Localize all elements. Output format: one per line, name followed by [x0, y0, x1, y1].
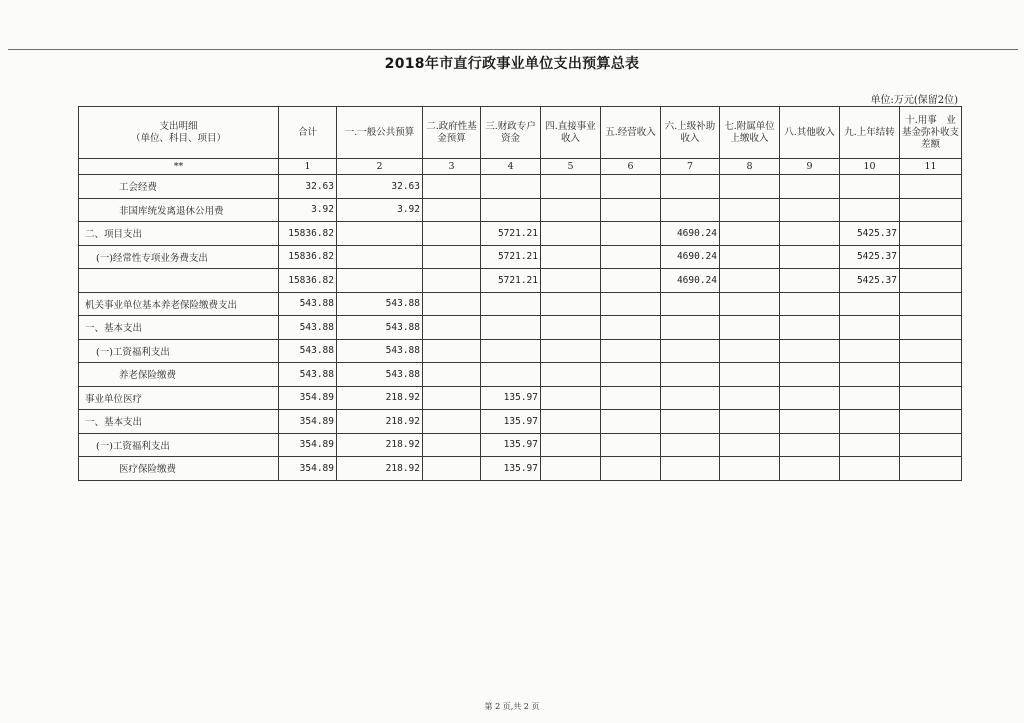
table-cell — [840, 292, 900, 316]
table-cell — [900, 339, 962, 363]
table-cell — [661, 363, 720, 387]
table-cell: 15836.82 — [279, 269, 337, 293]
row-label — [79, 269, 279, 293]
column-header: 九.上年结转 — [840, 107, 900, 159]
table-cell: 15836.82 — [279, 245, 337, 269]
table-cell: 543.88 — [279, 363, 337, 387]
table-cell — [720, 198, 780, 222]
table-cell — [661, 433, 720, 457]
table-cell: 5425.37 — [840, 269, 900, 293]
table-row — [79, 316, 962, 340]
table-cell: 354.89 — [279, 433, 337, 457]
table-cell — [780, 316, 840, 340]
table-cell — [601, 245, 661, 269]
table-cell — [661, 339, 720, 363]
table-cell: 543.88 — [279, 316, 337, 340]
table-cell — [900, 269, 962, 293]
table-cell — [423, 339, 481, 363]
table-cell — [720, 292, 780, 316]
table-row — [79, 386, 962, 410]
table-row — [79, 245, 962, 269]
table-cell: 543.88 — [337, 339, 423, 363]
column-header: 一.一般公共预算 — [337, 107, 423, 159]
table-cell — [337, 222, 423, 246]
column-index: 7 — [661, 159, 720, 175]
table-cell — [720, 433, 780, 457]
table-cell: 135.97 — [481, 410, 541, 434]
table-cell: 4690.24 — [661, 245, 720, 269]
table-cell — [840, 175, 900, 199]
table-cell — [481, 316, 541, 340]
table-cell — [900, 198, 962, 222]
table-cell: 32.63 — [279, 175, 337, 199]
table-cell — [481, 198, 541, 222]
table-cell: 543.88 — [337, 292, 423, 316]
column-index: 1 — [279, 159, 337, 175]
column-header: 合计 — [279, 107, 337, 159]
row-label: (一)工资福利支出 — [79, 339, 279, 363]
table-cell — [840, 339, 900, 363]
table-cell: 5425.37 — [840, 222, 900, 246]
table-cell — [780, 198, 840, 222]
table-cell — [780, 175, 840, 199]
table-cell — [720, 457, 780, 481]
table-cell: 135.97 — [481, 386, 541, 410]
page-title: 2018年市直行政事业单位支出预算总表 — [384, 56, 640, 72]
table-cell: 543.88 — [279, 292, 337, 316]
unit-note: 单位:万元(保留2位) — [870, 95, 958, 106]
table-cell — [423, 292, 481, 316]
column-header: 五.经营收入 — [601, 107, 661, 159]
table-row — [79, 339, 962, 363]
table-cell — [840, 316, 900, 340]
table-cell — [337, 245, 423, 269]
table-cell — [423, 386, 481, 410]
row-label: (一)经常性专项业务费支出 — [79, 245, 279, 269]
table-cell — [780, 457, 840, 481]
table-cell — [481, 363, 541, 387]
table-cell — [423, 222, 481, 246]
row-label: 养老保险缴费 — [79, 363, 279, 387]
table-header-row — [79, 107, 962, 159]
table-cell — [720, 245, 780, 269]
table-cell — [900, 292, 962, 316]
table-row — [79, 175, 962, 199]
column-index: 2 — [337, 159, 423, 175]
table-cell — [900, 433, 962, 457]
table-cell — [541, 316, 601, 340]
table-cell: 354.89 — [279, 457, 337, 481]
column-index: 5 — [541, 159, 601, 175]
table-cell — [601, 410, 661, 434]
table-cell — [541, 198, 601, 222]
top-rule — [8, 49, 1018, 50]
column-index: 9 — [780, 159, 840, 175]
column-header: 八.其他收入 — [780, 107, 840, 159]
table-cell: 218.92 — [337, 457, 423, 481]
table-cell — [840, 386, 900, 410]
table-cell — [337, 269, 423, 293]
column-index: 3 — [423, 159, 481, 175]
column-index: 4 — [481, 159, 541, 175]
table-cell: 354.89 — [279, 410, 337, 434]
table-cell — [541, 292, 601, 316]
table-cell — [900, 410, 962, 434]
table-cell — [541, 222, 601, 246]
table-cell — [720, 222, 780, 246]
table-cell — [423, 269, 481, 293]
table-cell — [900, 386, 962, 410]
table-cell — [780, 339, 840, 363]
table-cell — [780, 292, 840, 316]
column-index: 11 — [900, 159, 962, 175]
table-cell — [541, 175, 601, 199]
row-label: 工会经费 — [79, 175, 279, 199]
table-cell — [601, 222, 661, 246]
table-cell — [481, 175, 541, 199]
table-cell — [720, 316, 780, 340]
table-cell — [900, 222, 962, 246]
table-cell — [541, 245, 601, 269]
table-cell — [541, 433, 601, 457]
table-cell: 15836.82 — [279, 222, 337, 246]
table-cell — [423, 245, 481, 269]
table-row — [79, 363, 962, 387]
table-cell: 32.63 — [337, 175, 423, 199]
table-cell: 3.92 — [337, 198, 423, 222]
table-cell — [601, 292, 661, 316]
table-row — [79, 410, 962, 434]
table-cell — [720, 339, 780, 363]
table-cell — [840, 198, 900, 222]
table-row — [79, 433, 962, 457]
table-cell — [541, 457, 601, 481]
row-label: 事业单位医疗 — [79, 386, 279, 410]
table-cell — [780, 245, 840, 269]
table-cell — [541, 363, 601, 387]
table-cell — [661, 457, 720, 481]
table-cell — [481, 292, 541, 316]
row-label: 一、基本支出 — [79, 410, 279, 434]
table-row — [79, 292, 962, 316]
table-cell — [423, 410, 481, 434]
table-cell: 218.92 — [337, 433, 423, 457]
table-cell — [541, 410, 601, 434]
table-cell — [541, 386, 601, 410]
table-cell: 5721.21 — [481, 222, 541, 246]
table-cell: 4690.24 — [661, 269, 720, 293]
row-label: 医疗保险缴费 — [79, 457, 279, 481]
table-cell — [661, 175, 720, 199]
table-cell — [423, 457, 481, 481]
table-cell — [780, 269, 840, 293]
column-header: 四.直接事业收入 — [541, 107, 601, 159]
table-cell — [601, 339, 661, 363]
column-header: 二.政府性基金预算 — [423, 107, 481, 159]
table-cell: 3.92 — [279, 198, 337, 222]
table-cell: 543.88 — [337, 316, 423, 340]
table-cell: 135.97 — [481, 457, 541, 481]
column-header: 支出明细 （单位、科目、项目） — [79, 107, 279, 159]
table-cell — [720, 410, 780, 434]
table-cell — [840, 410, 900, 434]
table-cell — [481, 339, 541, 363]
table-cell — [720, 175, 780, 199]
table-cell — [780, 222, 840, 246]
table-cell: 135.97 — [481, 433, 541, 457]
table-cell: 5721.21 — [481, 269, 541, 293]
column-index: 8 — [720, 159, 780, 175]
table-cell — [423, 363, 481, 387]
table-cell: 5721.21 — [481, 245, 541, 269]
table-cell — [423, 198, 481, 222]
table-cell — [840, 433, 900, 457]
table-cell: 543.88 — [279, 339, 337, 363]
table-cell — [840, 457, 900, 481]
table-cell — [900, 245, 962, 269]
table-cell — [601, 386, 661, 410]
table-row — [79, 222, 962, 246]
table-cell — [423, 175, 481, 199]
table-cell — [661, 292, 720, 316]
table-row — [79, 198, 962, 222]
table-cell: 543.88 — [337, 363, 423, 387]
table-cell: 5425.37 — [840, 245, 900, 269]
table-cell — [780, 363, 840, 387]
table-cell — [601, 363, 661, 387]
table-cell — [720, 363, 780, 387]
table-row — [79, 457, 962, 481]
table-cell — [720, 386, 780, 410]
column-index: 10 — [840, 159, 900, 175]
budget-table — [78, 106, 962, 481]
table-cell — [900, 316, 962, 340]
table-cell — [780, 433, 840, 457]
column-header: 六.上级补助收入 — [661, 107, 720, 159]
table-index-row — [79, 159, 962, 175]
table-cell — [900, 363, 962, 387]
table-cell — [601, 198, 661, 222]
row-label: 非国库统发离退休公用费 — [79, 198, 279, 222]
column-header: 三.财政专户资金 — [481, 107, 541, 159]
table-cell — [541, 269, 601, 293]
row-label: 二、项目支出 — [79, 222, 279, 246]
column-index: 6 — [601, 159, 661, 175]
table-cell: 218.92 — [337, 386, 423, 410]
column-header: 十.用事 业基金弥补收支差额 — [900, 107, 962, 159]
table-cell — [423, 316, 481, 340]
table-cell: 4690.24 — [661, 222, 720, 246]
table-cell — [661, 198, 720, 222]
table-cell — [900, 175, 962, 199]
table-cell — [423, 433, 481, 457]
table-row — [79, 269, 962, 293]
table-cell — [661, 316, 720, 340]
column-index: ** — [79, 159, 279, 175]
table-cell — [780, 386, 840, 410]
table-cell — [780, 410, 840, 434]
row-label: 一、基本支出 — [79, 316, 279, 340]
table-cell: 218.92 — [337, 410, 423, 434]
table-cell — [661, 386, 720, 410]
table-cell — [601, 269, 661, 293]
table-cell — [720, 269, 780, 293]
table-cell — [601, 175, 661, 199]
row-label: 机关事业单位基本养老保险缴费支出 — [79, 292, 279, 316]
table-cell: 354.89 — [279, 386, 337, 410]
table-cell — [900, 457, 962, 481]
page-footer: 第 2 页,共 2 页 — [484, 702, 540, 711]
table-cell — [840, 363, 900, 387]
table-cell — [601, 316, 661, 340]
table-cell — [601, 433, 661, 457]
table-cell — [601, 457, 661, 481]
row-label: (一)工资福利支出 — [79, 433, 279, 457]
table-cell — [661, 410, 720, 434]
table-cell — [541, 339, 601, 363]
column-header: 七.附属单位上缴收入 — [720, 107, 780, 159]
